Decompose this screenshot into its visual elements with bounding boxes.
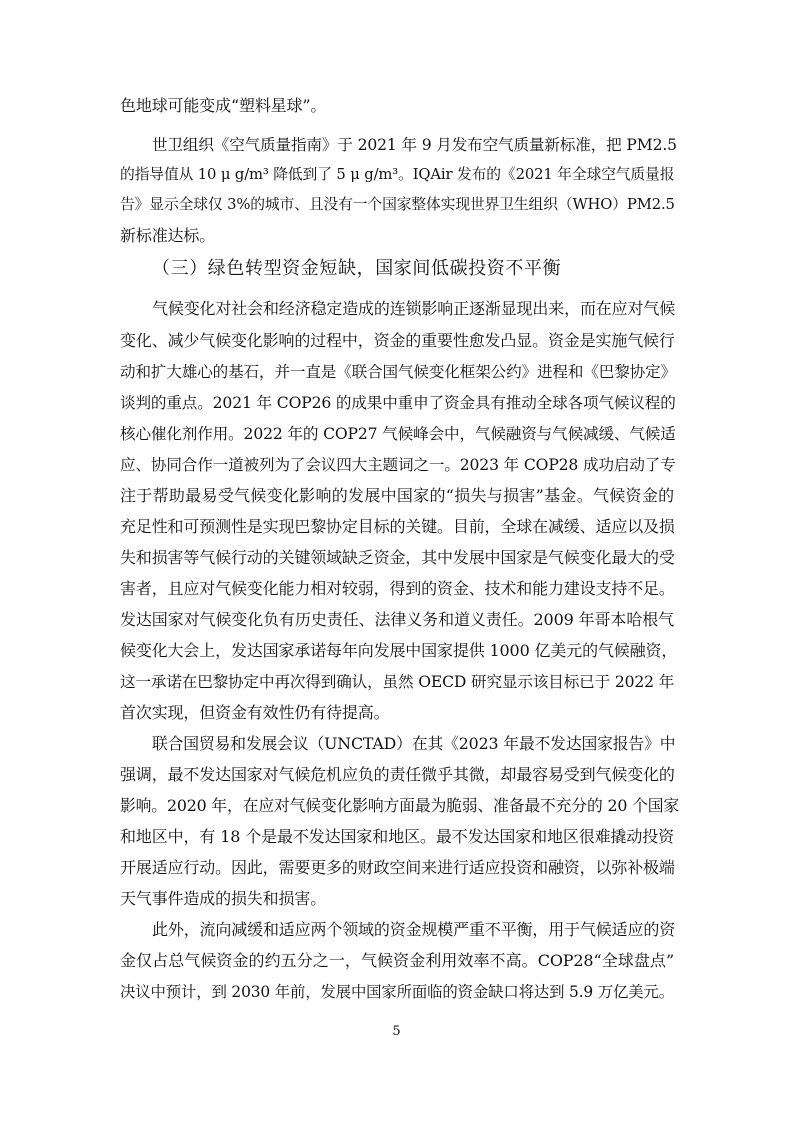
text-line: 核心催化剂作用。2022 年的 COP27 气候峰会中，气候融资与气候减缓、气候适	[120, 425, 676, 443]
text-line: 色地球可能变成“塑料星球”。	[120, 96, 327, 115]
text-line: 这一承诺在巴黎协定中再次得到确认，虽然 OECD 研究显示该目标已于 2022 年	[120, 673, 675, 691]
page-number: 5	[392, 1024, 401, 1039]
text-line: 此外，流向减缓和适应两个领域的资金规模严重不平衡，用于气候适应的资	[152, 920, 676, 939]
text-line: 谈判的重点。2021 年 COP26 的成果中重申了资金具有推动全球各项气候议程的	[120, 394, 676, 412]
text-line: 告》显示全球仅 3%的城市、且没有一个国家整体实现世界卫生组织（WHO）PM2.5	[120, 196, 675, 213]
text-line: 金仅占总气候资金的约五分之一，气候资金利用效率不高。COP28“全球盘点”	[120, 951, 674, 970]
text-line: 开展适应行动。因此，需要更多的财政空间来进行适应投资和融资，以弥补极端	[120, 858, 675, 877]
text-line: 首次实现，但资金有效性仍有待提高。	[120, 703, 390, 722]
text-line: 候变化大会上，发达国家承诺每年向发展中国家提供 1000 亿美元的气候融资，	[120, 641, 678, 660]
text-line: 的指导值从 10 μ g/m³ 降低到了 5 μ g/m³。IQAir 发布的《2021 年全球空气质量报	[120, 166, 675, 183]
text-line: 发达国家对气候变化负有历史责任、法律义务和道义责任。2009 年哥本哈根气	[120, 610, 674, 629]
text-line: 动和扩大雄心的基石，并一直是《联合国气候变化框架公约》进程和《巴黎协定》	[120, 363, 676, 381]
text-line: 失和损害等气候行动的关键领域缺乏资金，其中发展中国家是气候变化最大的受	[120, 548, 675, 567]
text-line: 充足性和可预测性是实现巴黎协定目标的关键。目前，全球在减缓、适应以及损	[120, 517, 675, 536]
text-line: 新标准达标。	[120, 226, 216, 245]
text-line: 注于帮助最易受气候变化影响的发展中国家的“损失与损害”基金。气候资金的	[120, 486, 674, 505]
text-line: 应、协同合作一道被列为了会议四大主题词之一。2023 年 COP28 成功启动了专	[120, 456, 676, 474]
text-line: 世卫组织《空气质量指南》于 2021 年 9 月发布空气质量新标准，把 PM2.5	[152, 136, 677, 154]
text-line: 联合国贸易和发展会议（UNCTAD）在其《2023 年最不发达国家报告》中	[152, 734, 676, 753]
text-line: 影响。2020 年，在应对气候变化影响方面最为脆弱、准备最不充分的 20 个国家	[120, 796, 680, 815]
text-line: 害者，且应对气候变化能力相对较弱，得到的资金、技术和能力建设支持不足。	[120, 579, 675, 598]
text-line: 决议中预计，到 2030 年前，发展中国家所面临的资金缺口将达到 5.9 万亿美元。	[120, 983, 675, 1001]
text-line: 和地区中，有 18 个是最不发达国家和地区。最不发达国家和地区很难撬动投资	[120, 827, 674, 846]
text-line: 强调，最不发达国家对气候危机应负的责任微乎其微，却最容易受到气候变化的	[120, 765, 675, 784]
text-line: 天气事件造成的损失和损害。	[120, 889, 327, 908]
text-line: 变化、减少气候变化影响的过程中，资金的重要性愈发凸显。资金是实施气候行	[120, 331, 675, 350]
section-heading: （三）绿色转型资金短缺，国家间低碳投资不平衡	[152, 258, 562, 279]
text-line: 气候变化对社会和经济稳定造成的连锁影响正逐渐显现出来，而在应对气候	[152, 299, 676, 318]
